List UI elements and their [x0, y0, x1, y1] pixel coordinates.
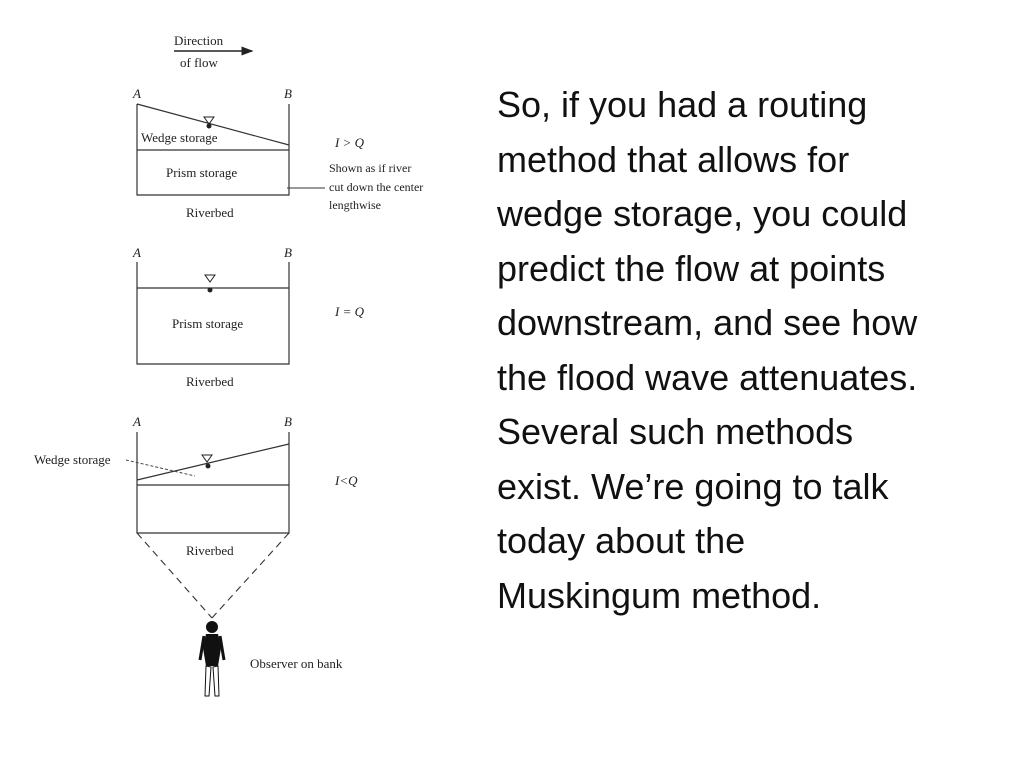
note-line-3: lengthwise: [329, 198, 381, 212]
text-line: today about the: [497, 520, 746, 561]
prism-storage-label: Prism storage: [166, 165, 238, 180]
direction-label-line2: of flow: [180, 55, 218, 70]
water-level-icon: [205, 275, 215, 293]
note-line-2: cut down the center: [329, 180, 424, 194]
channel-outline: [137, 432, 289, 533]
text-line: method that allows for: [497, 138, 850, 180]
note-line-1: Shown as if river: [329, 161, 412, 175]
text-line: downstream, and see how: [497, 302, 918, 343]
rising-water-surface: [137, 444, 289, 480]
section-label-b: B: [284, 245, 292, 260]
text-line: Muskingum method.: [497, 574, 822, 616]
section-label-a: A: [133, 245, 141, 260]
riverbed-label: Riverbed: [186, 374, 234, 389]
riverbed-label: Riverbed: [186, 543, 234, 558]
section-label-a: A: [133, 86, 141, 101]
panel-inflow-equal: [132, 245, 365, 389]
prism-storage-label: Prism storage: [172, 316, 244, 331]
direction-of-flow: [174, 33, 252, 70]
wedge-storage-label: Wedge storage: [34, 452, 111, 467]
section-label-b: B: [284, 86, 292, 101]
text-line: wedge storage, you could: [497, 193, 908, 234]
text-line: Several such methods: [497, 411, 854, 452]
channel-storage-diagram: [0, 0, 470, 700]
text-line: exist. We’re going to talk: [497, 465, 889, 507]
observer-label: Observer on bank: [250, 656, 343, 671]
riverbed-label: Riverbed: [186, 205, 234, 220]
text-line: predict the flow at points: [497, 247, 886, 289]
text-line: So, if you had a routing: [497, 84, 868, 125]
panel-inflow-less: [34, 414, 358, 558]
slide-body-text: [497, 78, 1007, 623]
condition-label: I > Q: [335, 135, 364, 150]
panel-inflow-greater: [132, 86, 423, 220]
section-label-a: A: [133, 414, 141, 429]
wedge-leader-line: [126, 460, 195, 476]
condition-label: I = Q: [335, 304, 364, 319]
direction-label-line1: Direction: [174, 33, 224, 48]
wedge-storage-label: Wedge storage: [141, 130, 218, 145]
observer-figure-icon: [200, 621, 224, 696]
water-level-icon: [202, 455, 212, 469]
text-line: the flood wave attenuates.: [497, 356, 918, 398]
section-label-b: B: [284, 414, 292, 429]
condition-label: I<Q: [335, 473, 358, 488]
